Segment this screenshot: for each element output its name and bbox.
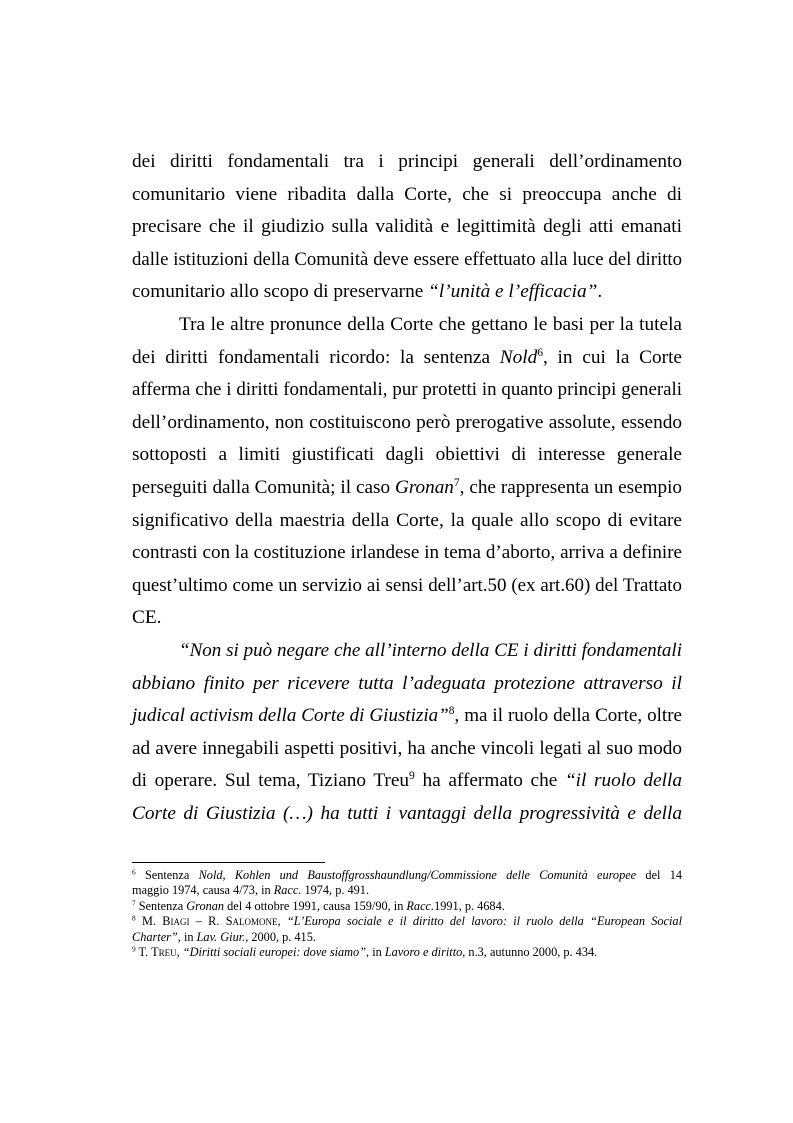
- text-line: ad avere innegabili aspetti positivi, ha anche vincoli legati al suo modo: [132, 737, 682, 759]
- footnote-9: [132, 945, 682, 960]
- paragraph-3: [132, 635, 682, 831]
- text-line: comunitario allo scopo di preservarne “l’unità e l’efficacia”.: [132, 281, 603, 303]
- footnote-line: maggio 1974, causa 4/73, in Racc. 1974, p. 491.: [132, 883, 370, 898]
- footnote-7: [132, 899, 682, 914]
- case-gronan: Gronan: [394, 476, 454, 498]
- footnote-line: Charter”, in Lav. Giur., 2000, p. 415.: [132, 929, 316, 944]
- text-line: dalle istituzioni della Comunità deve essere effettuato alla luce del diritto: [132, 248, 682, 270]
- text-line: “Non si può negare che all’interno della CE i diritti fondamentali: [179, 639, 682, 661]
- text-line: CE.: [132, 607, 162, 629]
- footnote-ref-7[interactable]: 7: [453, 477, 460, 490]
- text-line: abbiano finito per ricevere tutta l’adeguata protezione attraverso il: [132, 672, 682, 694]
- footnote-line: $^7$ Sentenza Gronan del 4 ottobre 1991, causa 159/90, in Racc.1991, p. 4684.: [132, 898, 505, 913]
- footnote-8: [132, 914, 682, 945]
- text-line: perseguiti dalla Comunità; il caso Gronan$^7$, che rappresenta un esempio: [132, 476, 682, 498]
- footnote-ref-9[interactable]: 9: [409, 769, 415, 783]
- text-line: judical activism della Corte di Giustizia”$^8$, ma il ruolo della Corte, oltre: [132, 705, 682, 727]
- footnote-line: $^8$ M. Biagi – R. Salomone, “L’Europa sociale e il diritto del lavoro: il ruolo della “European Social: [132, 913, 682, 929]
- footnote-separator: [132, 862, 325, 863]
- text-line: dell’ordinamento, non costituiscono però prerogative assolute, essendo: [132, 411, 682, 433]
- text-line: quest’ultimo come un servizio ai sensi dell’art.50 (ex art.60) del Trattato: [132, 574, 682, 596]
- case-nold: Nold: [499, 346, 538, 368]
- text-line: comunitario viene ribadita dalla Corte, che si preoccupa anche di: [132, 183, 682, 205]
- footnotes: [132, 868, 682, 960]
- footnote-line: $^9$ T. Treu, “Diritti sociali europei: dove siamo”, in Lavoro e diritto, n.3, autunno 2000, p. 434.: [132, 944, 598, 960]
- paragraph-2: [132, 309, 682, 635]
- text-line: afferma che i diritti fondamentali, pur protetti in quanto principi generali: [132, 379, 682, 401]
- footnote-ref-6[interactable]: 6: [537, 345, 544, 359]
- footnote-ref-8[interactable]: 8: [448, 705, 455, 718]
- text-line: dei diritti fondamentali tra i principi generali dell’ordinamento: [132, 151, 682, 172]
- text-line: contrasti con la costituzione irlandese in tema d’aborto, arriva a definire: [132, 542, 682, 564]
- paragraph-1: [132, 146, 682, 309]
- footnote-line: $^6$ Sentenza Nold, Kohlen und Baustoffgrosshaundlung/Commissione delle Comunità europee del 14: [132, 867, 682, 882]
- footnote-6: [132, 868, 682, 899]
- text-line: dei diritti fondamentali ricordo: la sentenza Nold$^6$, in cui la Corte: [132, 345, 682, 368]
- text-line: precisare che il giudizio sulla validità e legittimità degli atti emanati: [132, 216, 682, 238]
- text-line: Tra le altre pronunce della Corte che gettano le basi per la tutela: [179, 313, 682, 335]
- text-line: significativo della maestria della Corte, la quale allo scopo di evitare: [132, 509, 682, 531]
- quote-unita-efficacia: “l’unità e l’efficacia”: [428, 281, 598, 303]
- text-line: di operare. Sul tema, Tiziano Treu$^9$ ha affermato che “il ruolo della: [132, 769, 682, 792]
- text-line: sottoposti a limiti giustificati dagli obiettivi di interesse generale: [132, 444, 682, 466]
- text-line: Corte di Giustizia (…) ha tutti i vantaggi della progressività e della: [132, 802, 682, 824]
- main-text: [132, 146, 682, 830]
